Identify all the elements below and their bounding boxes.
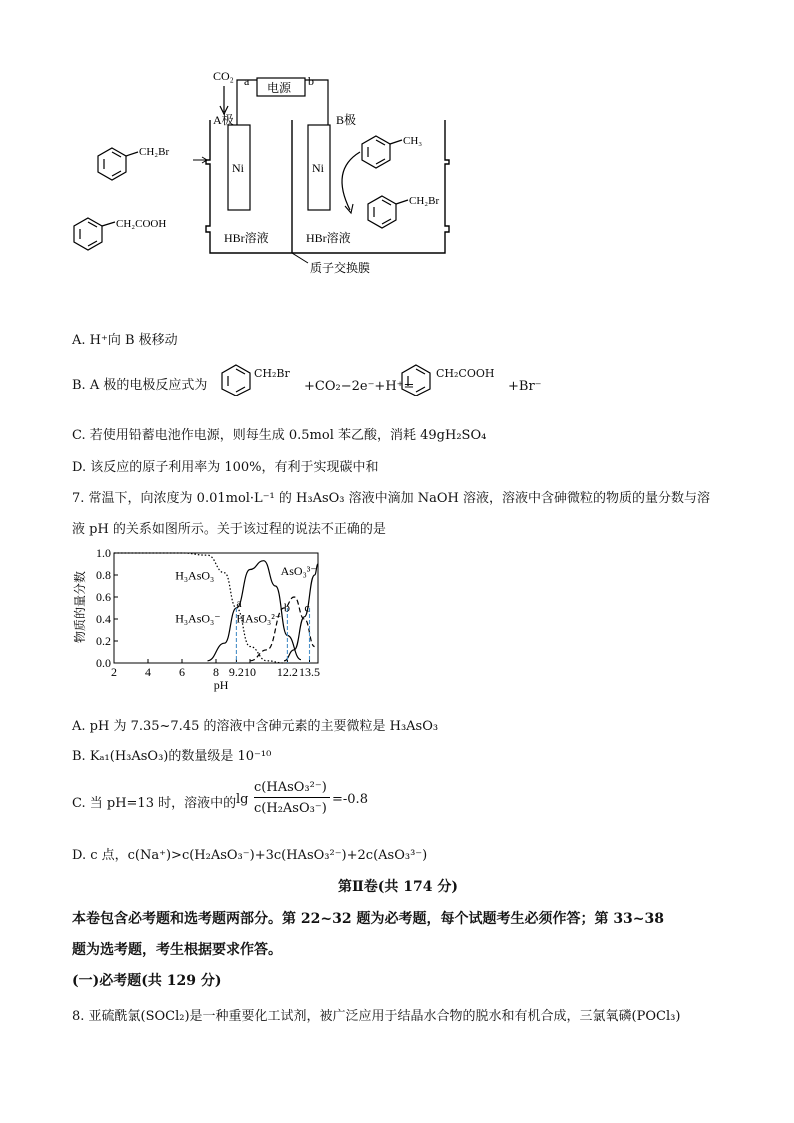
q8-stem: 8. 亚硫酰氯(SOCl₂)是一种重要化工试剂，被广泛应用于结晶水合物的脱水和有机合成，三氯氧磷(POCl₃): [72, 1009, 681, 1024]
q6-option-c: C. 若使用铅蓄电池作电源，则每生成 0.5mol 苯乙酸，消耗 49gH₂SO₄: [72, 428, 487, 443]
solution-left-label: HBr溶液: [224, 231, 269, 245]
fraction-bar: [254, 797, 330, 798]
y-tick-label: 0.0: [96, 656, 111, 670]
solution-right-label: HBr溶液: [306, 231, 351, 245]
x-tick-label: 4: [145, 665, 151, 679]
benzene-ring-icon: [398, 362, 434, 396]
power-label: 电源: [267, 81, 292, 95]
ni-right-label: Ni: [312, 161, 324, 175]
q6-option-d: D. 该反应的原子利用率为 100%，有利于实现碳中和: [72, 460, 379, 475]
q7-option-b: B. Kₐ₁(H₃AsO₃)的数量级是 10⁻¹⁰: [72, 749, 272, 764]
chart-label-a: a: [236, 595, 242, 610]
q6-option-a: A. H⁺向 B 极移动: [72, 333, 178, 348]
electrolysis-diagram: [60, 60, 480, 280]
x-tick-label: 6: [179, 665, 185, 679]
y-tick-label: 1.0: [96, 546, 111, 560]
section-intro-line2: 题为选考题，考生根据要求作答。: [72, 942, 282, 958]
y-tick-label: 0.8: [96, 568, 111, 582]
x-tick-label: 12.2: [276, 665, 298, 679]
electrode-b-label: B极: [336, 113, 357, 127]
benzyl-bromide-icon: [98, 148, 138, 180]
required-questions-heading: (一)必考题(共 129 分): [72, 973, 222, 989]
section-title: 第Ⅱ卷(共 174 分): [338, 879, 459, 895]
x-axis-label: pH: [213, 678, 229, 692]
product-right-label: CH₂Br: [409, 195, 440, 207]
q7-option-c-prefix: C. 当 pH=13 时，溶液中的: [72, 796, 237, 811]
species-distribution-chart: [70, 545, 340, 695]
chart-label-aso3: AsO₃³⁻: [280, 564, 317, 578]
x-tick-label: 2: [111, 665, 117, 679]
ni-left-label: Ni: [232, 161, 244, 175]
chart-label-haso3: HAsO₃²⁻: [236, 611, 282, 626]
q7-stem-line1: 7. 常温下，向浓度为 0.01mol·L⁻¹ 的 H₃AsO₃ 溶液中滴加 NaOH 溶液，溶液中含砷微粒的物质的量分数与溶: [72, 491, 711, 506]
x-tick-label: 13.5: [299, 665, 320, 679]
toluene-icon: [362, 136, 402, 168]
phenylacetic-acid-icon: [74, 218, 115, 250]
q6-option-b-group1: CH₂Br: [254, 367, 290, 380]
chart-label-h3aso3_lower: H₃AsO₃⁻: [175, 611, 221, 626]
x-tick-label: 10: [244, 665, 256, 679]
q7-stem-line2: 液 pH 的关系如图所示。关于该过程的说法不正确的是: [72, 522, 386, 537]
benzene-ring-icon: [218, 362, 254, 396]
membrane-label: 质子交换膜: [310, 261, 371, 275]
q6-option-b-middle: +CO₂−2e⁻+H⁺=: [304, 379, 415, 394]
q7-option-c-lg: lg: [236, 792, 249, 807]
terminal-b-label: b: [308, 74, 314, 88]
x-tick-label: 8: [213, 665, 219, 679]
co2-label: CO₂: [213, 69, 234, 83]
q6-option-b-end: +Br⁻: [508, 379, 542, 394]
section-intro-line1: 本卷包含必考题和选考题两部分。第 22~32 题为必考题，每个试题考生必须作答；第 33~38: [72, 911, 665, 927]
q7-option-d: D. c 点，c(Na⁺)>c(H₂AsO₃⁻)+3c(HAsO₃²⁻)+2c(AsO₃³⁻): [72, 848, 428, 863]
benzyl-bromide-product-icon: [368, 196, 408, 228]
terminal-a-label: a: [244, 74, 250, 88]
y-axis-label: 物质的量分数: [73, 570, 87, 644]
toluene-label: CH₃: [403, 135, 423, 147]
q7-option-a: A. pH 为 7.35~7.45 的溶液中含砷元素的主要微粒是 H₃AsO₃: [72, 719, 439, 734]
y-tick-label: 0.2: [96, 634, 111, 648]
chart-label-c: c: [304, 600, 310, 615]
q7-option-c-end: =-0.8: [332, 792, 368, 807]
q6-option-b-group2: CH₂COOH: [436, 367, 495, 380]
q7-option-c-denominator: c(H₂AsO₃⁻): [254, 801, 327, 816]
q7-option-c-numerator: c(HAsO₃²⁻): [254, 780, 327, 795]
y-tick-label: 0.4: [96, 612, 111, 626]
product-left-label: CH₂COOH: [116, 218, 167, 230]
q6-option-b-prefix: B. A 极的电极反应式为: [72, 378, 208, 393]
chart-label-b: b: [284, 600, 290, 615]
y-tick-label: 0.6: [96, 590, 111, 604]
chart-label-h3aso3_upper: H₃AsO₃: [175, 568, 215, 583]
reactant-left-label: CH₂Br: [139, 146, 170, 158]
x-tick-label: 9.2: [228, 665, 244, 679]
electrode-a-label: A极: [213, 113, 234, 127]
